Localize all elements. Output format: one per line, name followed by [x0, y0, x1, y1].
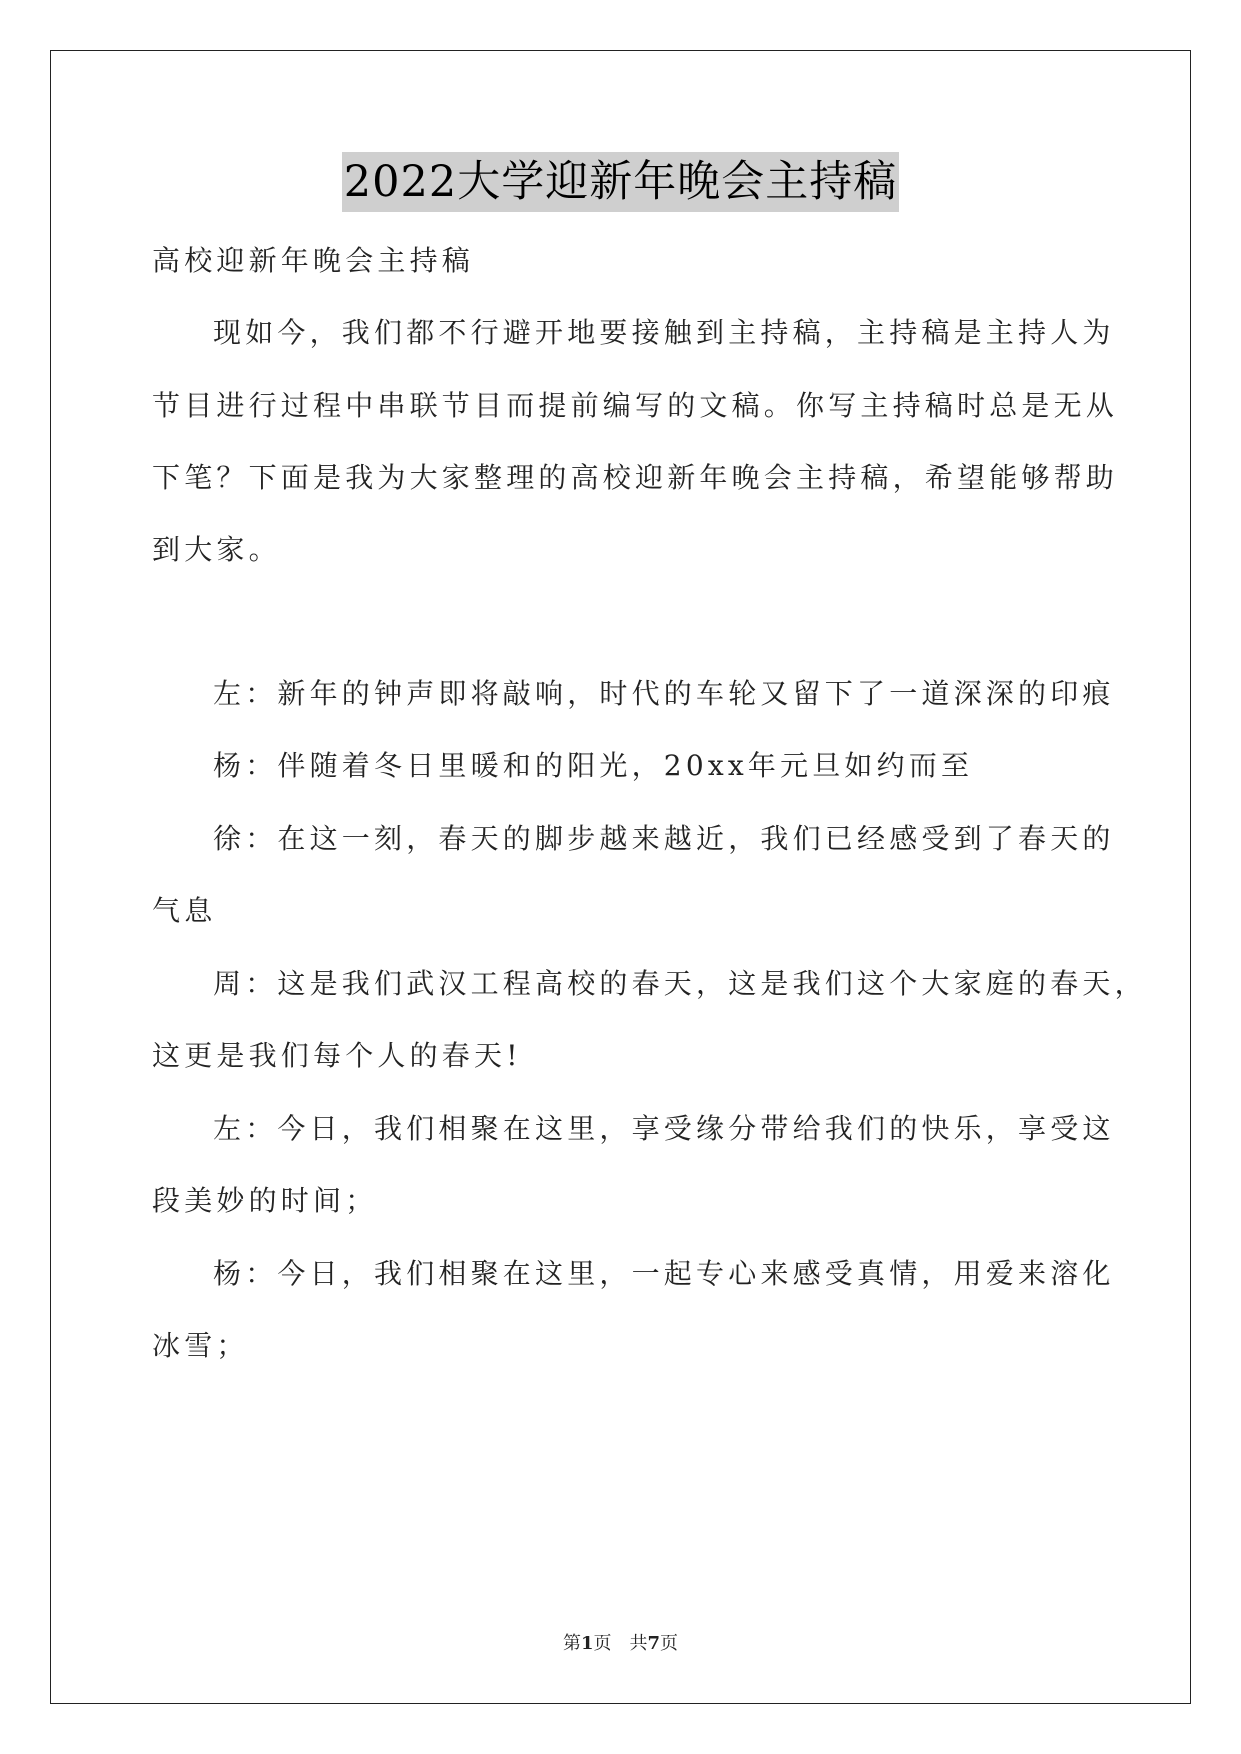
dialogue-line: 气息: [152, 894, 217, 927]
dialogue-line: 段美妙的时间；: [152, 1184, 378, 1217]
page-prefix: 第: [562, 1633, 581, 1654]
page-footer: [0, 1629, 1241, 1655]
page-total: 7: [647, 1633, 661, 1654]
subtitle-line: 高校迎新年晚会主持稿: [152, 244, 475, 277]
page-suffix: 页: [593, 1633, 612, 1654]
title-container: [0, 152, 1241, 212]
paragraph-line: 节目进行过程中串联节目而提前编写的文稿。你写主持稿时总是无从: [152, 389, 1119, 422]
total-suffix: 页: [660, 1633, 679, 1654]
dialogue-line: 左：今日，我们相聚在这里，享受缘分带给我们的快乐，享受这: [213, 1112, 1115, 1145]
dialogue-line: 冰雪；: [152, 1329, 249, 1362]
dialogue-line: 徐：在这一刻，春天的脚步越来越近，我们已经感受到了春天的: [213, 822, 1115, 855]
dialogue-line: 周：这是我们武汉工程高校的春天，这是我们这个大家庭的春天，: [213, 967, 1147, 1000]
page-border: [50, 50, 1191, 1704]
paragraph-line: 下笔？下面是我为大家整理的高校迎新年晚会主持稿，希望能够帮助: [152, 461, 1119, 494]
paragraph-line: 到大家。: [152, 533, 281, 566]
dialogue-line: 这更是我们每个人的春天!: [152, 1039, 522, 1072]
dialogue-line: 左：新年的钟声即将敲响，时代的车轮又留下了一道深深的印痕: [213, 677, 1115, 710]
page-current: 1: [580, 1633, 594, 1654]
document-title: 2022大学迎新年晚会主持稿: [342, 152, 899, 212]
total-prefix: 共: [629, 1633, 648, 1654]
dialogue-line: 杨：伴随着冬日里暖和的阳光，20xx年元旦如约而至: [213, 749, 974, 782]
dialogue-line: 杨：今日，我们相聚在这里，一起专心来感受真情，用爱来溶化: [213, 1257, 1115, 1290]
paragraph-line: 现如今，我们都不行避开地要接触到主持稿，主持稿是主持人为: [213, 316, 1115, 349]
